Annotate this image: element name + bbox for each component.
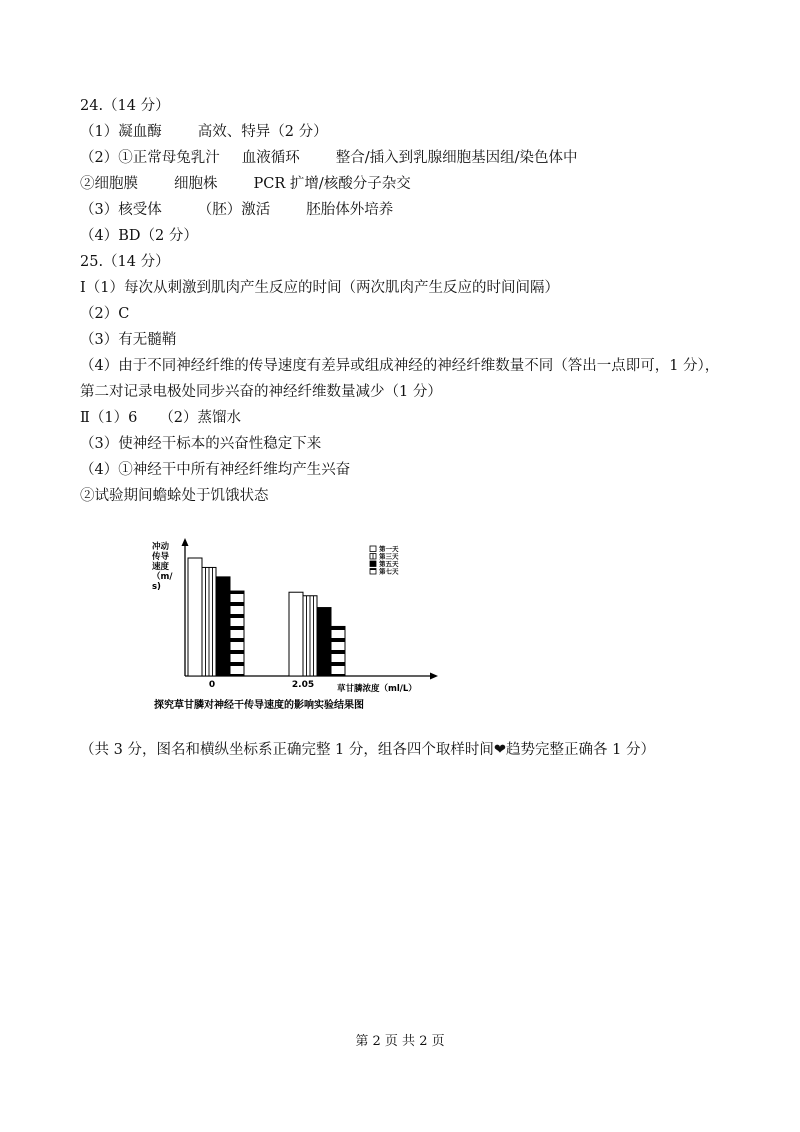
q24-line4: [80, 200, 393, 220]
q25-p3: （3）有无髓鞘: [80, 332, 177, 348]
bar-day7-conc-1: [331, 626, 345, 676]
x-tick-label: 0: [208, 680, 216, 690]
q24-l3-c: PCR 扩增/核酸分子杂交: [253, 176, 411, 192]
q24-line5: （4）BD（2 分）: [80, 228, 198, 244]
chart-title: 探究草甘膦对神经干传导速度的影响实验结果图: [154, 700, 364, 711]
bar-day1-conc-1: [289, 592, 303, 676]
q24-l4-num: （3）: [80, 202, 119, 218]
q25-p5: 第二对记录电极处同步兴奋的神经纤维数量减少（1 分）: [80, 384, 442, 400]
q24-l4-b: （胚）激活: [197, 202, 271, 218]
q25-p4: （4）由于不同神经纤维的传导速度有差异或组成神经的神经纤维数量不同（答出一点即可，1 分），: [80, 358, 720, 374]
conduction-speed-chart: [140, 538, 460, 718]
y-label-line: 传导: [152, 552, 170, 562]
bars: [188, 558, 345, 676]
bar-day5-conc-0: [216, 577, 230, 676]
grading-note-tail: 趋势完整正确各 1 分）: [506, 742, 655, 758]
legend-label-day5: 第五天: [379, 560, 399, 569]
grading-note-text: （共 3 分，图名和横纵坐标系正确完整 1 分，组各四个取样时间: [80, 742, 494, 758]
q24-l2-b: 血液循环: [241, 150, 300, 166]
q24-l2-num: （2）: [80, 150, 119, 166]
y-label-line: s): [152, 582, 161, 592]
q25-p7: （3）使神经干标本的兴奋性稳定下来: [80, 436, 322, 452]
legend-swatch-day1: [370, 546, 376, 552]
y-label-line: 速度: [152, 562, 170, 572]
bar-day7-conc-0: [230, 591, 244, 676]
q24-l1-num: （1）: [80, 124, 119, 140]
page-footer: 第 2 页 共 2 页: [355, 1034, 445, 1049]
legend-swatch-day5: [370, 561, 376, 567]
q24-l1-b: 高效、特异（2 分）: [197, 124, 328, 140]
x-tick-label: 2.05: [291, 680, 315, 690]
y-axis-label: [151, 541, 173, 592]
q24-l4-c: 胚胎体外培养: [306, 202, 394, 218]
q24-l3-b: 细胞株: [174, 176, 218, 192]
x-axis-label: 草甘膦浓度（ml/L）: [337, 684, 417, 694]
q25-p6: [80, 408, 241, 428]
legend-label-day3: 第三天: [379, 552, 399, 561]
q25-p2: （2）C: [80, 306, 130, 322]
q25-p6a: Ⅱ（1）6: [80, 410, 138, 426]
q24-line2: [80, 148, 578, 168]
q24-l2-a: ①正常母兔乳汁: [118, 150, 220, 166]
q24-line3: [80, 174, 411, 194]
x-tick-labels: [209, 680, 314, 690]
q24-line1: [80, 122, 328, 142]
y-axis-arrow: [182, 538, 189, 546]
grading-note: [80, 740, 655, 760]
q25-p6b: （2）蒸馏水: [159, 410, 242, 426]
q25-p9: ②试验期间蟾蜍处于饥饿状态: [80, 488, 269, 504]
q24-l3-a: ②细胞膜: [80, 176, 138, 192]
x-axis-arrow: [430, 673, 438, 680]
legend-swatch-day7: [370, 569, 376, 575]
legend-label-day7: 第七天: [379, 567, 399, 576]
q24-l2-c: 整合/插入到乳腺细胞基因组/染色体中: [335, 150, 578, 166]
q24-l1-a: 凝血酶: [118, 124, 162, 140]
q25-p1: Ⅰ（1）每次从刺激到肌肉产生反应的时间（两次肌肉产生反应的时间间隔）: [80, 280, 559, 296]
y-label-line: 冲动: [152, 542, 170, 552]
q24-l4-a: 核受体: [118, 202, 162, 218]
legend-label-day1: 第一天: [379, 545, 399, 554]
y-label-line: （m/: [152, 572, 173, 582]
bar-day1-conc-0: [188, 558, 202, 676]
legend: [370, 544, 399, 576]
q24-title: 24.（14 分）: [80, 98, 170, 114]
q25-p8: （4）①神经干中所有神经纤维均产生兴奋: [80, 462, 351, 478]
q25-title: 25.（14 分）: [80, 254, 170, 270]
heart-icon: ❤: [493, 742, 507, 758]
bar-day5-conc-1: [317, 608, 331, 676]
